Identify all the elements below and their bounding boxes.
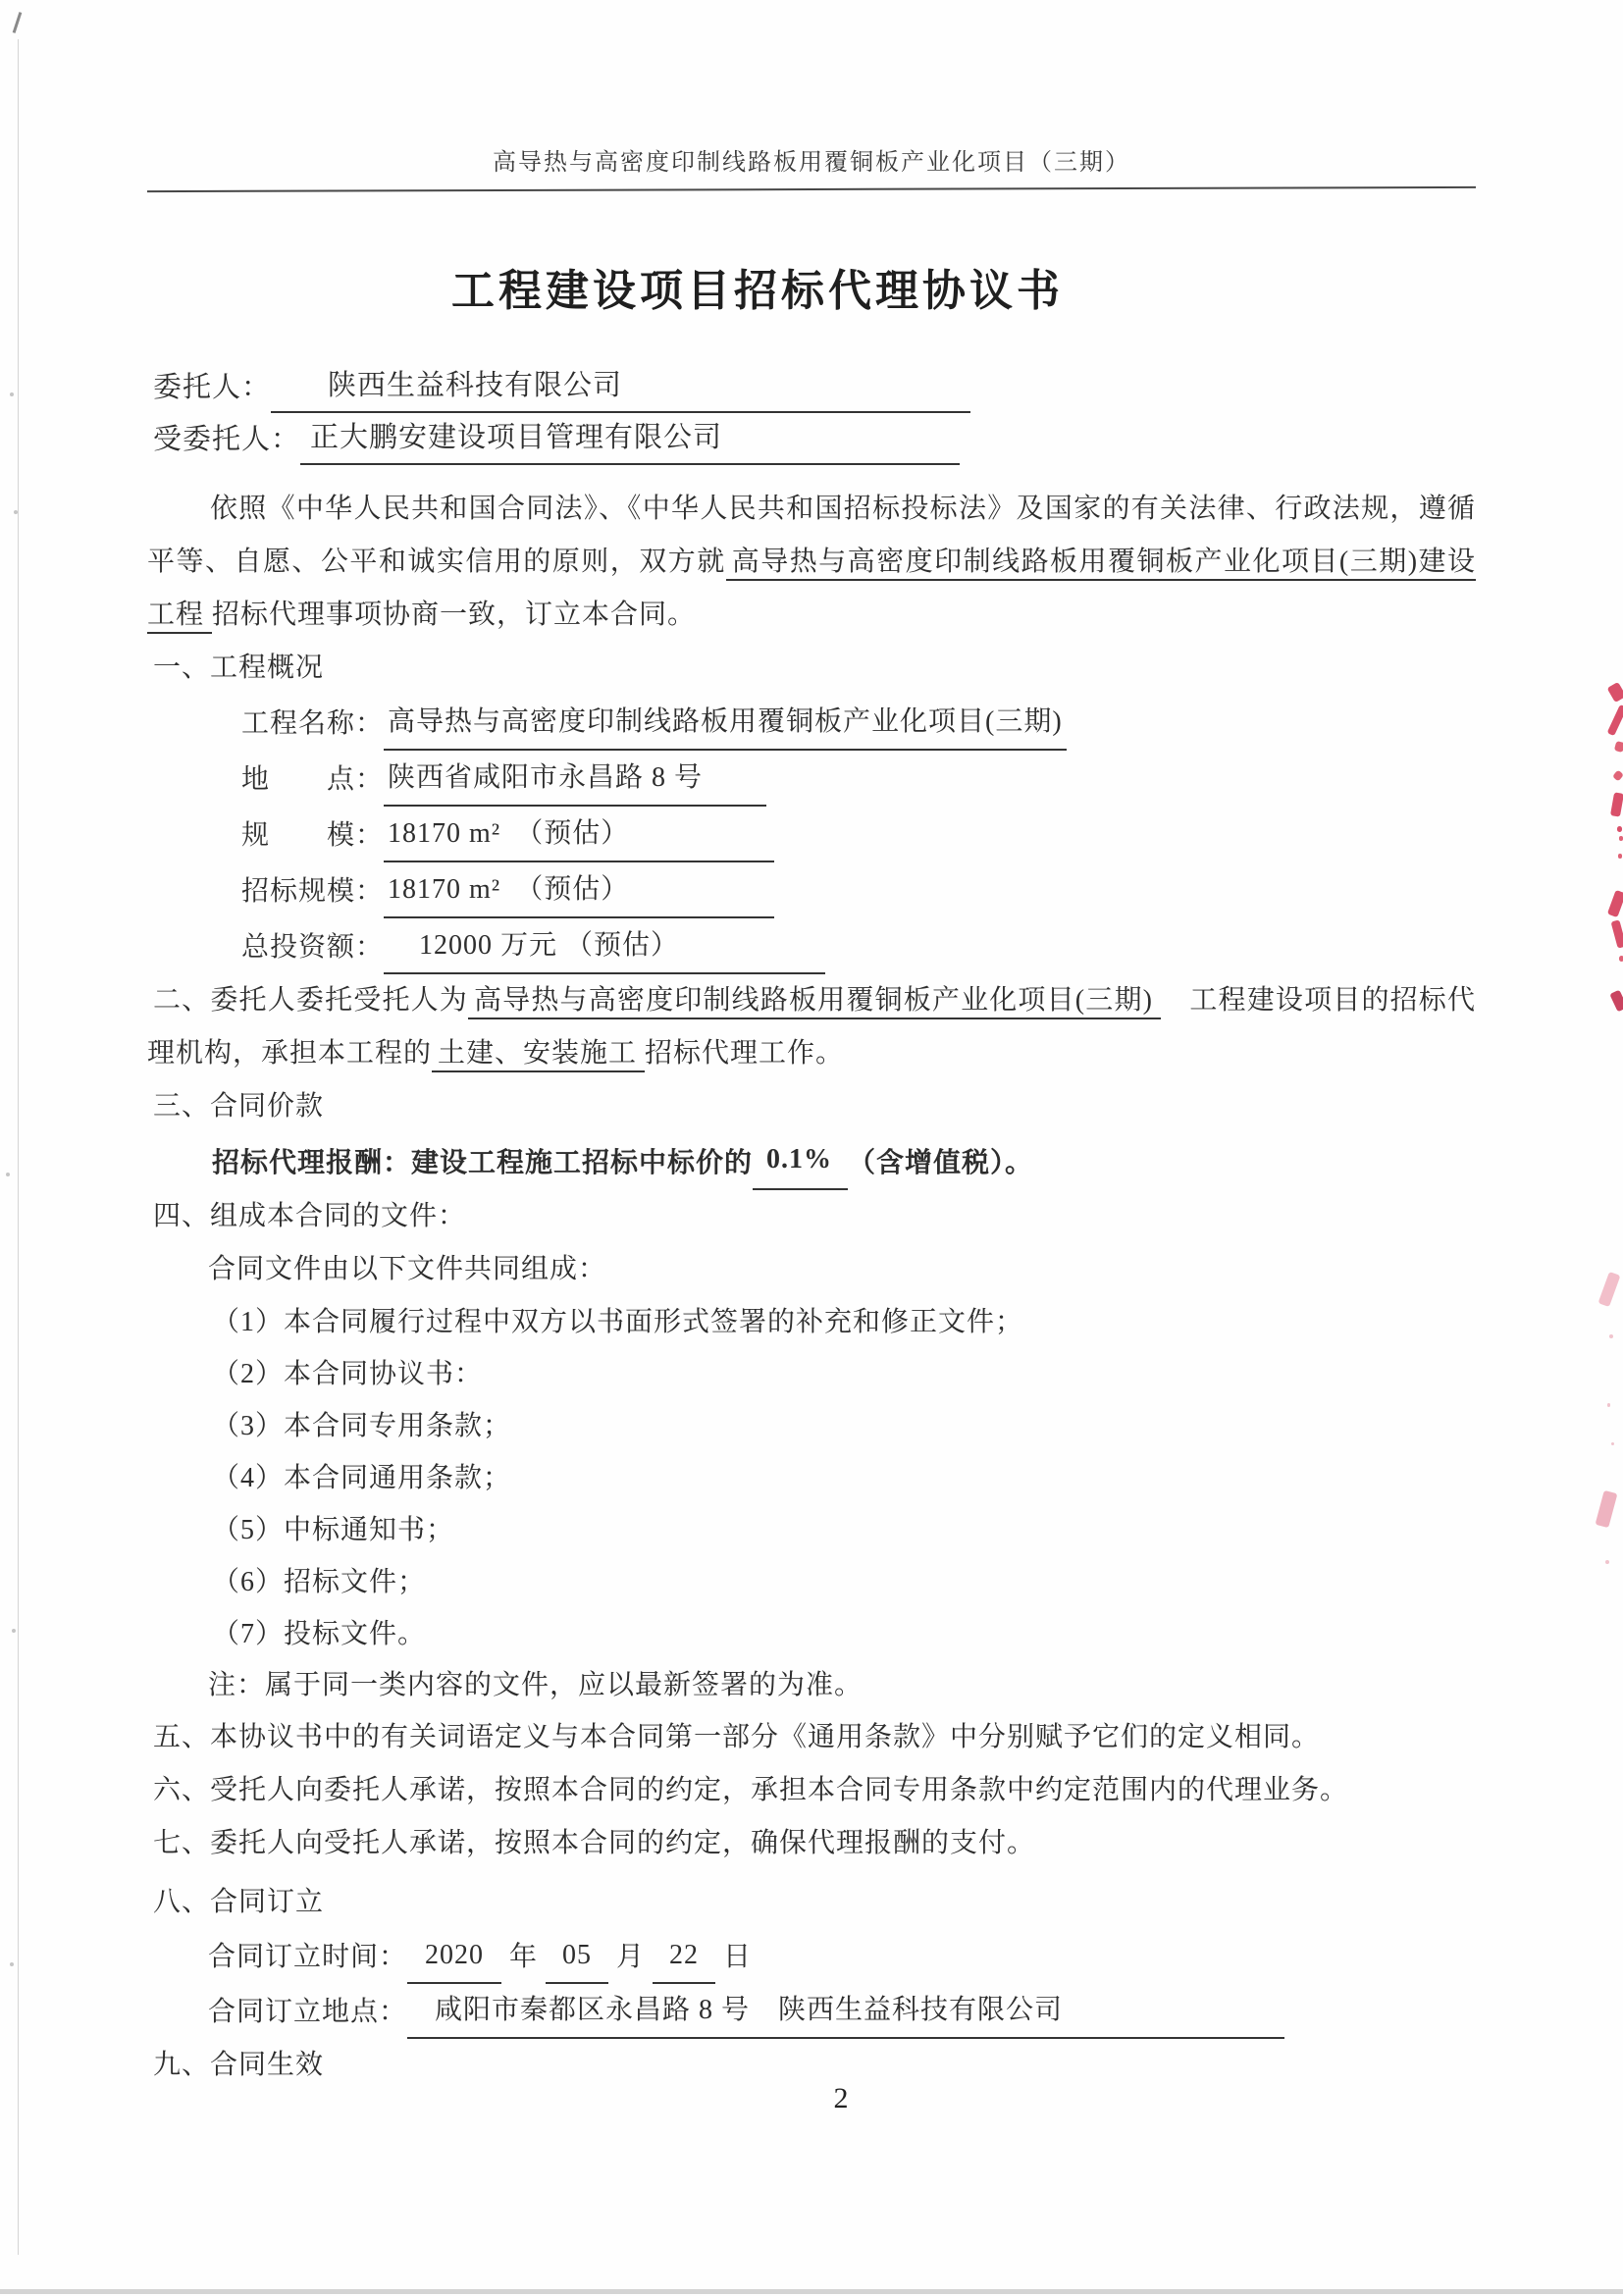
- contract-place-value: 咸阳市秦都区永昌路 8 号 陕西生益科技有限公司: [435, 1995, 1064, 2025]
- intro-text-after: 招标代理事项协商一致，订立本合同。: [212, 600, 697, 630]
- contract-file-item: （2）本合同协议书：: [212, 1359, 484, 1389]
- section-6-paragraph: 六、受托人向委托人承诺，按照本合同的约定，承担本合同专用条款中约定范围内的代理业务。: [153, 1775, 1349, 1805]
- contract-file-item: （7）投标文件。: [212, 1619, 427, 1649]
- scale-underline: [384, 807, 774, 862]
- investment-label: 总投资额：: [241, 932, 385, 963]
- agent-value: 正大鹏安建设项目管理有限公司: [310, 422, 723, 453]
- section-7-paragraph: 七、委托人向受托人承诺，按照本合同的约定，确保代理报酬的支付。: [153, 1828, 1036, 1858]
- client-row: [147, 361, 1476, 413]
- contract-date-label: 合同订立时间：: [208, 1942, 408, 1972]
- scan-speck: [10, 392, 14, 396]
- year-suffix: 年: [501, 1942, 547, 1972]
- client-label: 委托人：: [153, 372, 272, 403]
- scan-speck: [14, 510, 18, 514]
- page-number: 2: [833, 2082, 849, 2114]
- project-name-row: [147, 695, 1476, 751]
- scan-left-hairline: [18, 39, 19, 2255]
- day-value: 22: [669, 1940, 700, 1970]
- scan-speck: [12, 1629, 16, 1633]
- investment-underline: [384, 918, 825, 974]
- agent-value-underline: [300, 413, 960, 465]
- contract-file-item: （4）本合同通用条款；: [212, 1463, 512, 1493]
- faint-pink-speck: [1607, 1403, 1610, 1407]
- year-value: 2020: [425, 1940, 485, 1970]
- investment-row: [147, 918, 1476, 974]
- agent-row: [147, 413, 1476, 465]
- project-name-underline: [384, 695, 1067, 751]
- day-suffix: 日: [715, 1942, 753, 1972]
- scale-label: 规 模：: [241, 820, 385, 851]
- page-content: [0, 147, 1623, 2092]
- client-value: 陕西生益科技有限公司: [328, 370, 623, 401]
- contract-place-row: [147, 1984, 1476, 2039]
- fee-text-after: （含增值税）。: [848, 1148, 1034, 1178]
- scan-speck: [10, 1962, 14, 1966]
- agency-fee-line: [147, 1133, 1476, 1190]
- bid-scale-underline: [384, 862, 774, 918]
- bid-scale-row: [147, 862, 1476, 918]
- project-name-label: 工程名称：: [241, 708, 385, 739]
- section-2-underlined-project: 高导热与高密度印制线路板用覆铜板产业化项目(三期): [468, 985, 1161, 1019]
- red-stamp-fragment: [1619, 836, 1623, 841]
- section-2-paragraph: [147, 974, 1476, 1080]
- scan-speck: [6, 1173, 10, 1176]
- day-underline: [653, 1929, 715, 1984]
- agent-label: 受委托人：: [153, 424, 301, 455]
- section-4-heading: 四、组成本合同的文件：: [153, 1201, 467, 1231]
- site-value: 陕西省咸阳市永昌路 8 号: [388, 762, 704, 793]
- running-header: 高导热与高密度印制线路板用覆铜板产业化项目（三期）: [493, 150, 1130, 176]
- contract-files-intro: 合同文件由以下文件共同组成：: [208, 1254, 607, 1284]
- scan-bottom-edge: [0, 2289, 1623, 2294]
- project-name-value: 高导热与高密度印制线路板用覆铜板产业化项目(三期): [388, 706, 1063, 737]
- contract-place-underline: [407, 1984, 1284, 2039]
- parties-block: [147, 361, 1476, 465]
- year-underline: [407, 1929, 501, 1984]
- month-underline: [546, 1929, 608, 1984]
- fee-rate-value: 0.1%: [766, 1144, 833, 1174]
- scale-value: 18170 m² （预估）: [388, 818, 630, 849]
- month-value: 05: [562, 1940, 593, 1970]
- section-3-heading: 三、合同价款: [153, 1091, 325, 1122]
- header-rule: [147, 186, 1476, 192]
- section-2-before: 二、委托人委托受托人为: [153, 985, 468, 1016]
- red-stamp-fragment: [1614, 741, 1623, 753]
- document-title: 工程建设项目招标代理协议书: [451, 267, 1064, 315]
- intro-text-before: 依照《中华人民共和国合同法》、《中华人民共和国招标投标法》及国家的有关法律、行政法规，遵循平等、自愿、公平和诚实信用的原则，双方就: [147, 494, 1476, 577]
- scale-row: [147, 807, 1476, 862]
- contract-file-item: （5）中标通知书；: [212, 1515, 455, 1545]
- section-2-middle: 工程建设项目的招标代理机构，承担本工程的: [147, 985, 1476, 1069]
- red-stamp-fragment: [1617, 826, 1622, 832]
- site-underline: [384, 751, 766, 807]
- section-9-heading: 九、合同生效: [153, 2050, 325, 2080]
- section-2-underlined-scope: 土建、安装施工: [432, 1038, 645, 1072]
- contract-file-item: （6）招标文件；: [212, 1567, 427, 1597]
- fee-text-before: 招标代理报酬：建设工程施工招标中标价的: [212, 1148, 754, 1178]
- red-stamp-fragment: [1618, 854, 1622, 859]
- faint-pink-speck: [1611, 1442, 1614, 1445]
- site-row: [147, 751, 1476, 807]
- investment-value: 12000 万元 （预估）: [419, 930, 680, 961]
- site-label: 地 点：: [241, 764, 385, 795]
- month-suffix: 月: [608, 1942, 654, 1972]
- bid-scale-value: 18170 m² （预估）: [388, 874, 630, 905]
- faint-pink-speck: [1605, 1560, 1609, 1564]
- section-1-heading: 一、工程概况: [153, 652, 325, 683]
- contract-files-note: 注：属于同一类内容的文件，应以最新签署的为准。: [208, 1670, 864, 1700]
- contract-file-item: （1）本合同履行过程中双方以书面形式签署的补充和修正文件；: [212, 1307, 1024, 1337]
- intro-underlined-project: 高导热与高密度印制线路板用覆铜板产业化项目(三期)建设工程: [147, 547, 1476, 634]
- red-stamp-fragment: [1619, 956, 1623, 962]
- contract-date-row: [147, 1929, 1476, 1984]
- bid-scale-label: 招标规模：: [241, 876, 385, 907]
- section-8-heading: 八、合同订立: [153, 1887, 325, 1917]
- fee-rate-underline: [753, 1133, 848, 1190]
- client-value-underline: [271, 361, 970, 413]
- intro-paragraph: [147, 483, 1476, 642]
- section-2-after: 招标代理工作。: [645, 1038, 845, 1069]
- faint-pink-speck: [1609, 1334, 1613, 1338]
- contract-file-item: （3）本合同专用条款；: [212, 1411, 512, 1441]
- section-5-paragraph: 五、本协议书中的有关词语定义与本合同第一部分《通用条款》中分别赋予它们的定义相同。: [153, 1722, 1321, 1752]
- scan-corner-tick: [13, 12, 23, 33]
- contract-place-label: 合同订立地点：: [208, 1997, 408, 2027]
